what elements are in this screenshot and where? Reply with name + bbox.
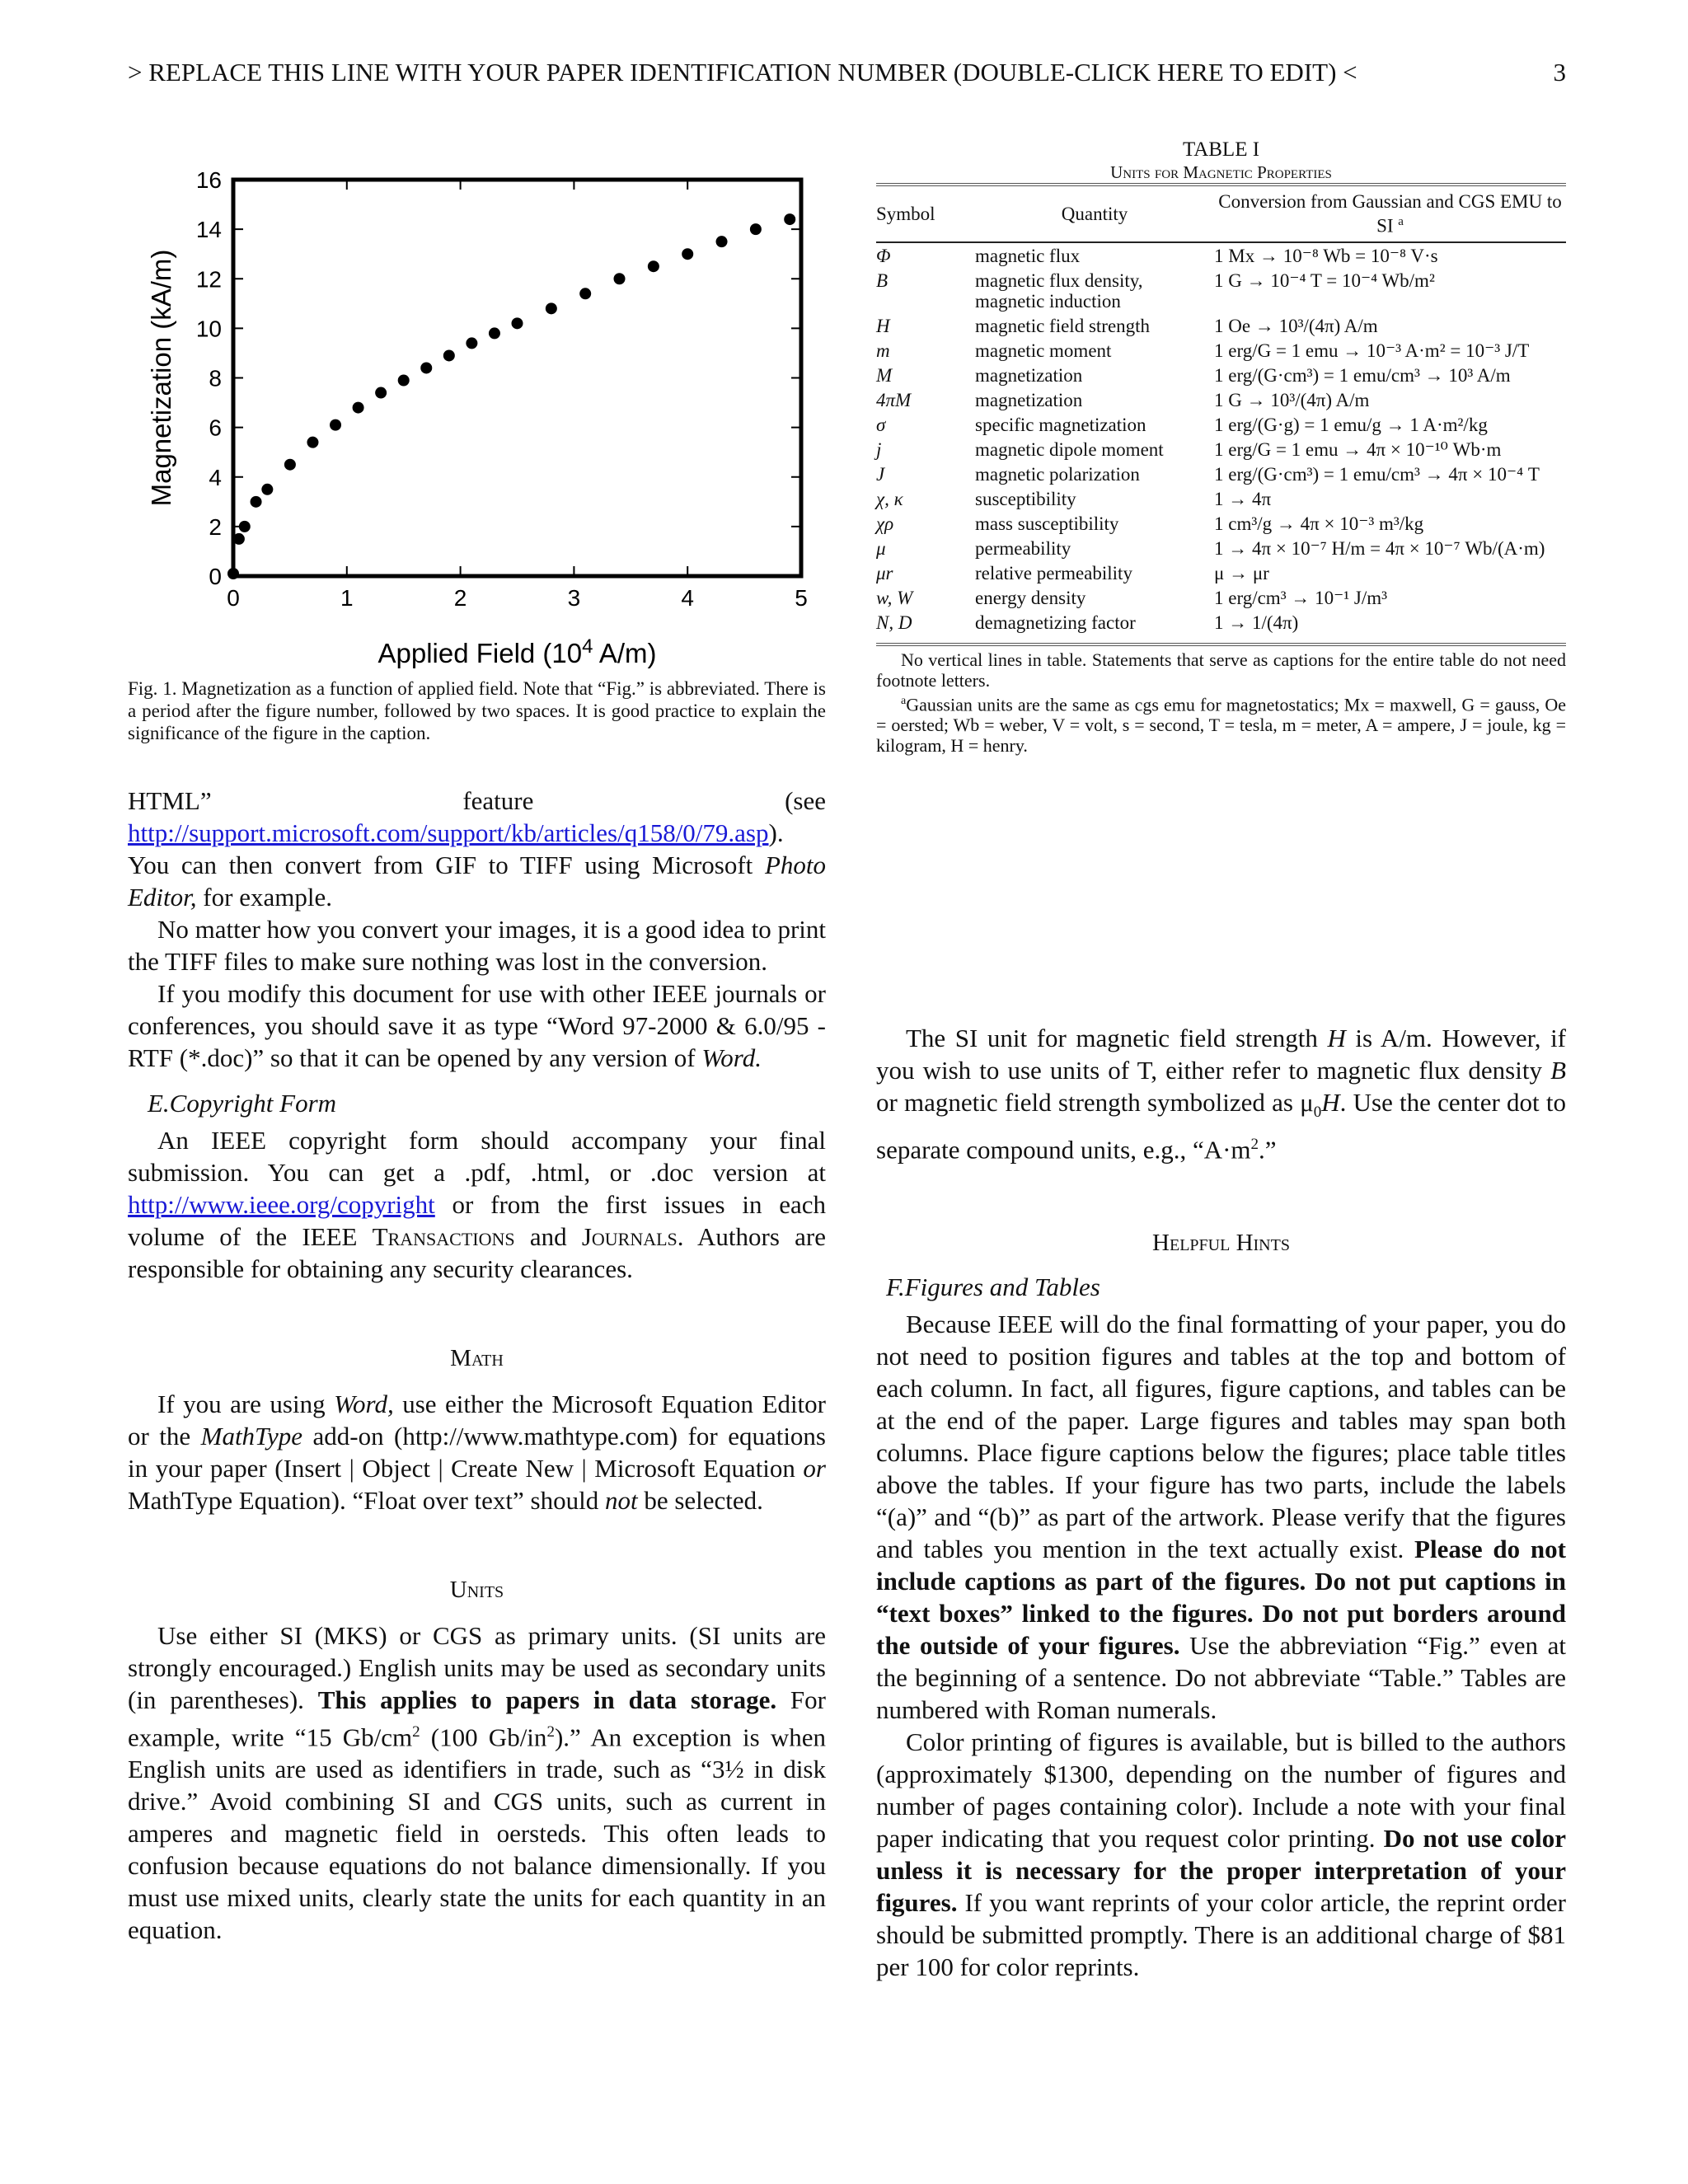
row-conversion: 1 Oe → 10³/(4π) A/m [1214, 315, 1378, 336]
table-row [876, 242, 1566, 268]
row-quantity: susceptibility [975, 488, 1076, 509]
paragraph-math: If you are using Word, use either the Microsoft Equation Editor or the MathType add-on (http://www.mathtype.com) for equations in your paper (Insert | Object | Create New | Microsoft Equation or MathType Equation). “Float over text” should not be selected. [128, 1390, 826, 1515]
table-row [876, 462, 1566, 486]
paragraph-html-feature: HTML” feature (see http://support.microsoft.com/support/kb/articles/q158/0/79.asp). You can then convert from GIF to TIFF using Microsoft Photo Editor, for example. [128, 786, 826, 912]
table-1 [876, 138, 1566, 756]
row-symbol: J [876, 463, 885, 485]
table-footnote-2: $^a$Gaussian units are the same as cgs emu for magnetostatics; Mx = maxwell, G = gauss, Oe = oersted; Wb = weber, V = volt, s = second, T = tesla, m = meter, A = ampere, J = joule, kg = kilogram, H = henry. [876, 693, 1566, 756]
paragraph-convert-images: No matter how you convert your images, it is a good idea to print the TIFF files to make sure nothing was lost in the conversion. [128, 915, 826, 976]
y-tick-label: 0 [209, 564, 222, 589]
row-symbol: μ [876, 537, 886, 559]
data-point [375, 387, 387, 399]
paragraph-modify-document: If you modify this document for use with other IEEE journals or conferences, you should save it as type “Word 97-2000 & 6.0/95 - RTF (*.doc)” so that it can be opened by any version of Word. [128, 979, 826, 1072]
y-tick-label: 14 [195, 217, 222, 243]
data-point [420, 362, 432, 373]
paper-id-line: > REPLACE THIS LINE WITH YOUR PAPER IDENTIFICATION NUMBER (DOUBLE-CLICK HERE TO EDIT) < [128, 58, 1357, 87]
units-heading: Units [449, 1577, 504, 1603]
col-header-conversion: Conversion from Gaussian and CGS EMU to SI $^a$ [1218, 191, 1562, 237]
row-symbol: m [876, 340, 890, 361]
figures-tables-heading: F.Figures and Tables [886, 1272, 1100, 1301]
row-quantity: specific magnetization [975, 414, 1146, 435]
row-conversion: 1 → 1/(4π) [1214, 612, 1299, 633]
row-quantity: demagnetizing factor [975, 612, 1136, 633]
table-row [876, 313, 1566, 338]
row-symbol: j [876, 438, 882, 460]
page-header [128, 56, 1566, 89]
table-header-row [876, 185, 1566, 242]
table-row [876, 363, 1566, 387]
copyright-form-heading: E.Copyright Form [148, 1089, 337, 1118]
ieee-copyright-link[interactable]: http://www.ieee.org/copyright [128, 1190, 435, 1219]
row-quantity: magnetic moment [975, 340, 1112, 361]
table-row [876, 268, 1566, 313]
table-row [876, 412, 1566, 437]
row-symbol: χ, κ [876, 488, 903, 509]
y-axis-label: Magnetization (kA/m) [146, 249, 176, 507]
row-conversion: 1 erg/cm³ → 10⁻¹ J/m³ [1214, 587, 1387, 608]
row-quantity: magnetization [975, 389, 1083, 410]
data-point [750, 223, 762, 235]
microsoft-support-link[interactable]: http://support.microsoft.com/support/kb/articles/q158/0/79.asp [128, 818, 769, 847]
row-conversion: 1 erg/G = 1 emu → 10⁻³ A·m² = 10⁻³ J/T [1214, 340, 1530, 361]
y-tick-label: 8 [209, 365, 222, 391]
row-symbol: w, W [876, 587, 913, 608]
col-header-symbol: Symbol [876, 203, 935, 224]
data-point [784, 213, 795, 225]
row-conversion: 1 erg/(G·cm³) = 1 emu/cm³ → 4π × 10⁻⁴ T [1214, 463, 1540, 485]
data-point [546, 302, 557, 314]
row-conversion: 1 erg/G = 1 emu → 4π × 10⁻¹⁰ Wb·m [1214, 438, 1502, 460]
data-point [682, 248, 693, 260]
data-point [227, 568, 239, 579]
x-axis-label: Applied Field ($10^4$ A/m) [377, 635, 657, 668]
row-symbol: H [876, 315, 890, 336]
x-tick-label: 5 [795, 585, 808, 611]
table-footnote-1: No vertical lines in table. Statements that serve as captions for the entire table do not need footnote letters. [876, 649, 1566, 691]
x-tick-label: 3 [567, 585, 581, 611]
paragraph-si-unit: The SI unit for magnetic field strength H is A/m. However, if you wish to use units of T, either refer to magnetic flux density B or magnetic field strength symbolized as $\mu_0H$. Use the center dot to separate compound units, e.g., “$A\cdot m^2$.” [876, 1024, 1567, 1165]
row-symbol: μr [876, 562, 893, 583]
table-row [876, 486, 1566, 511]
data-point [284, 459, 296, 471]
figure-1 [128, 158, 826, 776]
row-quantity: relative permeability [975, 562, 1132, 583]
row-symbol: σ [876, 414, 886, 435]
row-quantity: magnetic dipole moment [975, 438, 1164, 460]
table-row [876, 585, 1566, 610]
row-conversion: 1 erg/(G·cm³) = 1 emu/cm³ → 10³ A/m [1214, 364, 1511, 386]
data-point [648, 260, 659, 272]
paragraph-units: Use either SI (MKS) or CGS as primary units. (SI units are strongly encouraged.) English units may be used as secondary units (in parentheses). This applies to papers in data storage. For example, write “15 $Gb/cm^2$ (100 $Gb/in^2$).” An exception is when English units are used as identifiers in trade, such as “3½ in disk drive.” Avoid combining SI and CGS units, such as current in amperes and magnetic field in oersteds. This often leads to confusion because equations do not balance dimensionally. If you must use mixed units, clearly state the units for each quantity in an equation. [128, 1621, 826, 1945]
y-tick-label: 2 [209, 513, 222, 540]
y-tick-label: 10 [195, 316, 222, 342]
row-symbol: N, D [876, 612, 912, 633]
row-symbol: Φ [876, 245, 891, 266]
table-row [876, 511, 1566, 536]
data-point [579, 288, 591, 299]
row-conversion: 1 Mx → 10⁻⁸ Wb = 10⁻⁸ V·s [1214, 245, 1438, 266]
helpful-hints-heading: Helpful Hints [1152, 1229, 1290, 1256]
y-tick-label: 6 [209, 415, 222, 441]
x-tick-label: 1 [340, 585, 354, 611]
paragraph-copyright: An IEEE copyright form should accompany your final submission. You can get a .pdf, .html, or .doc version at http://www.ieee.org/copyright or from the first issues in each volume of the IEEE Transactions and Journals. Authors are responsible for obtaining any security clearances. [128, 1126, 826, 1283]
y-tick-label: 12 [195, 266, 222, 293]
table-bottom-rule [876, 643, 1566, 646]
right-column [876, 1022, 1566, 1983]
table-subtitle: Units for Magnetic Properties [1110, 162, 1332, 182]
row-conversion: μ → μr [1214, 562, 1269, 583]
table-row [876, 560, 1566, 585]
row-conversion: 1 G → 10⁻⁴ T = 10⁻⁴ Wb/m² [1214, 269, 1435, 291]
row-conversion: 1 G → 10³/(4π) A/m [1214, 389, 1370, 410]
paragraph-color-printing: Color printing of figures is available, but is billed to the authors (approximately $1300, depending on the number of figures and number of pages containing color). Include a note with your final paper indicating that you request color printing. Do not use color unless it is necessary for the proper interpretation of your figures. If you want reprints of your color article, the reprint order should be submitted promptly. There is an additional charge of $81 per 100 for color reprints. [876, 1727, 1567, 1981]
math-heading: Math [450, 1345, 504, 1371]
x-tick-label: 4 [681, 585, 694, 611]
row-conversion: 1 erg/(G·g) = 1 emu/g → 1 A·m²/kg [1214, 414, 1488, 435]
row-quantity: magnetic flux [975, 245, 1081, 266]
data-point [261, 484, 273, 495]
table-row [876, 536, 1566, 560]
row-quantity: magnetic flux density, magnetic induction [975, 269, 1143, 312]
data-point [443, 349, 455, 361]
page-number: 3 [1553, 58, 1566, 87]
data-point [512, 317, 523, 329]
data-point [466, 337, 477, 349]
table-title: TABLE I [1182, 138, 1260, 161]
row-conversion: 1 → 4π [1214, 488, 1272, 509]
units-table [876, 183, 1566, 640]
table-row [876, 338, 1566, 363]
x-tick-label: 0 [227, 585, 240, 611]
row-quantity: energy density [975, 587, 1086, 608]
magnetization-chart [128, 158, 826, 673]
row-quantity: permeability [975, 537, 1071, 559]
data-point [489, 327, 500, 339]
row-conversion: 1 → 4π × 10⁻⁷ H/m = 4π × 10⁻⁷ Wb/(A·m) [1214, 537, 1545, 559]
data-point [716, 236, 728, 247]
left-column [128, 785, 826, 1946]
row-conversion: 1 cm³/g → 4π × 10⁻³ m³/kg [1214, 513, 1424, 534]
col-header-quantity: Quantity [1061, 203, 1128, 224]
table-row [876, 437, 1566, 462]
row-quantity: magnetization [975, 364, 1083, 386]
y-tick-label: 4 [209, 464, 222, 490]
x-tick-label: 2 [453, 585, 467, 611]
paragraph-figures-tables: Because IEEE will do the final formatting of your paper, you do not need to position figures and tables at the top and bottom of each column. In fact, all figures, figure captions, and tables can be at the end of the paper. Large figures and tables may span both columns. Place figure captions below the figures; place table titles above the tables. If your figure has two parts, include the labels “(a)” and “(b)” as part of the artwork. Please verify that the figures and tables you mention in the text actually exist. Please do not include captions as part of the figures. Do not put captions in “text boxes” linked to the figures. Do not put borders around the outside of your figures. Use the abbreviation “Fig.” even at the beginning of a sentence. Do not abbreviate “Table.” Tables are numbered with Roman numerals. [876, 1309, 1566, 1724]
row-symbol: B [876, 269, 889, 291]
row-symbol: 4πM [876, 389, 912, 410]
data-point [307, 437, 318, 448]
data-point [330, 419, 341, 431]
y-tick-label: 16 [195, 167, 222, 193]
row-symbol: χρ [876, 513, 894, 534]
row-quantity: mass susceptibility [975, 513, 1119, 534]
data-point [251, 496, 262, 508]
data-point [239, 521, 251, 532]
data-point [233, 533, 245, 545]
row-quantity: magnetic polarization [975, 463, 1140, 485]
row-quantity: magnetic field strength [975, 315, 1151, 336]
table-row [876, 387, 1566, 412]
row-symbol: M [876, 364, 893, 386]
data-point [353, 402, 364, 414]
data-point [614, 273, 626, 284]
plot-frame [233, 180, 801, 576]
figure-caption: Fig. 1. Magnetization as a function of applied field. Note that “Fig.” is abbreviated. There is a period after the figure number, followed by two spaces. It is good practice to explain the significance of the figure in the caption. [128, 678, 826, 743]
data-point [398, 375, 410, 387]
table-row [876, 610, 1566, 640]
